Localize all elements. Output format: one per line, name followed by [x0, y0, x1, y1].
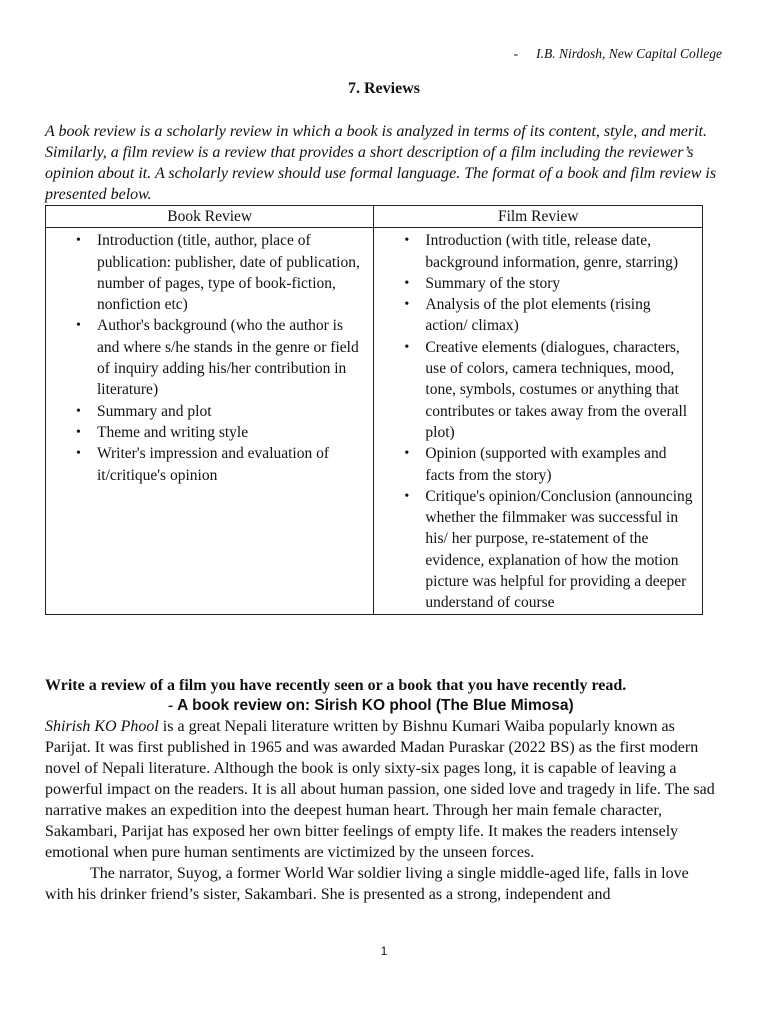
- subtitle-text: A book review on: Sirish KO phool (The Blue Mimosa): [177, 697, 574, 714]
- bullet-icon: •: [404, 275, 410, 291]
- bullet-icon: •: [404, 339, 410, 355]
- task-prompt: Write a review of a film you have recently seen or a book that you have recently read.: [45, 677, 627, 694]
- list-item: • Critique's opinion/Conclusion (announcing whether the filmmaker was successful in his/ her purpose, re-statement of the evidence, explanation of how the motion picture was helpful for providing a deeper understand of course: [404, 487, 693, 612]
- paragraph-text: is a great Nepali literature written by Bishnu Kumari Waiba popularly known as Parijat. It was first published in 1965 and was awarded Madan Puraskar (2022 BS) as the first modern novel of Nepali literature. Although the book is only sixty-six pages long, it is capable of leaving a powerful impact on the readers. It is all about human passion, one sided love and tragedy in life. The sad narrative makes an expedition into the deepest human heart. Through her main female character, Sakambari, Parijat has exposed her own bitter feelings of empty life. It makes the readers intensely emotional when pure human sentiments are victimized by the unseen forces.: [45, 718, 715, 861]
- intro-paragraph: A book review is a scholarly review in which a book is analyzed in terms of its content, style, and merit. Similarly, a film review is a review that provides a short description of a film including the reviewer’s opinion about it. A scholarly review should use formal language. The format of a book and film review is presented below.: [45, 123, 717, 203]
- bullet-icon: •: [76, 233, 81, 249]
- page-number: 1: [380, 944, 388, 958]
- list-item: • Author's background (who the author is and where s/he stands in the genre or field of inquiry adding his/her contribution in literature): [76, 317, 359, 399]
- book-review-cell: [46, 228, 374, 614]
- page-header: [514, 46, 722, 62]
- list-item: • Creative elements (dialogues, characters, use of colors, camera techniques, mood, tone, symbols, costumes or anything that contributes or takes away from the overall plot): [404, 338, 688, 441]
- review-subtitle: [168, 695, 574, 716]
- bullet-icon: •: [76, 403, 81, 419]
- bullet-icon: •: [76, 424, 81, 440]
- bullet-icon: •: [404, 446, 410, 462]
- list-item: • Analysis of the plot elements (rising action/ climax): [404, 296, 651, 335]
- list-item: • Opinion (supported with examples and facts from the story): [404, 445, 667, 484]
- header-dash: -: [513, 46, 519, 61]
- bullet-icon: •: [404, 233, 410, 249]
- book-review-list: [46, 230, 373, 486]
- section-title: 7. Reviews: [348, 80, 420, 97]
- film-review-header: Film Review: [374, 206, 703, 228]
- film-review-list: [374, 230, 702, 613]
- bullet-icon: •: [404, 297, 410, 313]
- list-item: • Introduction (with title, release date, background information, genre, starring): [404, 232, 679, 271]
- subtitle-dash: -: [168, 697, 174, 714]
- bullet-icon: •: [404, 488, 410, 504]
- bullet-icon: •: [76, 446, 81, 462]
- film-review-cell: [374, 228, 703, 614]
- list-item: • Summary and plot: [97, 401, 367, 422]
- book-review-header: Book Review: [46, 206, 374, 228]
- review-format-table: [45, 205, 703, 615]
- list-item: • Introduction (title, author, place of publication: publisher, date of publication, number of pages, type of book-fiction, nonfiction etc): [76, 232, 360, 314]
- bullet-icon: •: [76, 318, 81, 334]
- list-item: • Theme and writing style: [97, 422, 367, 443]
- list-item: • Writer's impression and evaluation of it/critique's opinion: [76, 445, 330, 484]
- review-body: [45, 716, 719, 905]
- header-author: I.B. Nirdosh, New Capital College: [536, 46, 722, 61]
- list-item: • Summary of the story: [425, 273, 696, 294]
- book-title: Shirish KO Phool: [45, 718, 159, 735]
- body-paragraph-1: [45, 716, 719, 863]
- body-paragraph-2: The narrator, Suyog, a former World War soldier living a single middle-aged life, falls in love with his drinker friend’s sister, Sakambari. She is presented as a strong, independent and: [45, 865, 689, 903]
